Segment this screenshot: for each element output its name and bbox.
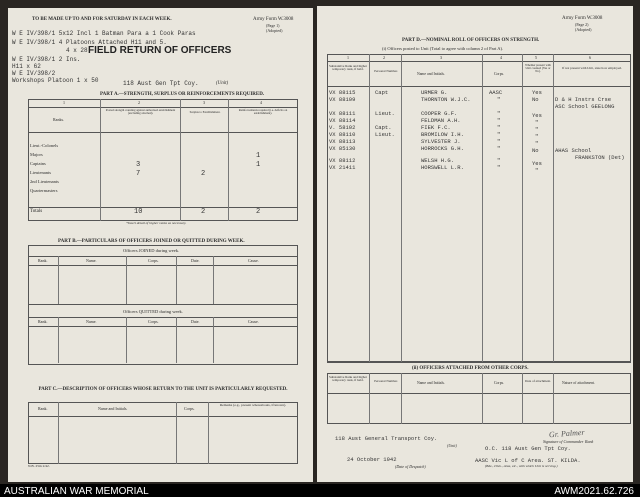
form-page: (Page 1) [266, 23, 280, 28]
typed-workshops: Workshops Platoon 1 x 50 [12, 77, 99, 84]
typed-establishment-1: W E IV/398/1 5x12 Incl 1 Batman Para a 1 Cook Paras [12, 30, 196, 37]
row-1-present: Yes [532, 89, 542, 96]
total-surplus: 2 [201, 208, 206, 216]
rank-captains: Captains [30, 161, 46, 166]
row-5-number: VX 88114 [329, 117, 356, 124]
part-d-head-name: Name and Initials. [417, 72, 445, 76]
typed-establishment-5: W E IV/398/2 [12, 70, 56, 77]
archive-name: AUSTRALIAN WAR MEMORIAL [4, 486, 149, 497]
rank-line: O.C. 118 Aust Gen Tpt Coy. [485, 445, 571, 452]
part-c-col-name: Name and Initials. [98, 406, 128, 411]
archive-caption-bar [0, 484, 640, 497]
joined-col-rank: Rank. [38, 258, 48, 263]
row-10-employ: FRANKSTON (Det) [575, 154, 625, 161]
row-12-number: VX 21411 [329, 164, 356, 171]
part-b-table [28, 245, 298, 365]
signature-label: Signature of Commander [543, 439, 584, 444]
part-a-table [28, 99, 298, 221]
typed-establishment-4: H11 x 62 [12, 63, 41, 70]
part-b-heading: PART B.—PARTICULARS OF OFFICERS JOINED OR QUITTED DURING WEEK. [58, 239, 245, 244]
part-a-head-posted: Posted strength counting against authorised establishment (excluding attached). [105, 108, 176, 115]
joined-col-cause: Cause. [248, 258, 259, 263]
row-2-employ: D & H Instrs Crse [555, 96, 612, 103]
part-d-col-6: 6 [589, 55, 591, 60]
area-line-label: (Bde., Divn., Area, etc., with which Unit is serving.) [485, 464, 558, 468]
row-5-name: FELDMAN A.H. [421, 117, 461, 124]
part-c-col-corps: Corps. [184, 406, 195, 411]
part-d-col-1: 1 [347, 55, 349, 60]
attached-head-rank: Substantive Rank and higher temporary rank, if held. [329, 375, 367, 383]
joined-col-corps: Corps. [148, 258, 159, 263]
row-7-corps: " [497, 131, 501, 138]
row-6-name: FIEK F.C. [421, 124, 451, 131]
part-d-head-present: Whether present with Unit counted (Yes or No). [525, 63, 551, 73]
attached-head-corps: Corps. [494, 381, 505, 385]
part-a-head-reinforcements: Reinforcements required (i.e. deficits on establishment). [238, 108, 288, 115]
rank-majors: Majors [30, 152, 43, 157]
part-a-head-ranks: Ranks. [53, 117, 64, 122]
row-12-name: HORSWELL L.R. [421, 164, 464, 171]
row-11-present: Yes [532, 160, 542, 167]
form-number-2: Army Form W.3008 [562, 16, 603, 21]
row-2-name: THORNTON W.J.C. [421, 96, 471, 103]
row-6-corps: " [497, 124, 501, 131]
row-8-present: " [535, 140, 539, 147]
joined-title: Officers JOINED during week. [123, 248, 180, 253]
typed-unit: 118 Aust Gen Tpt Coy. [123, 80, 199, 87]
quitted-col-cause: Cause. [248, 319, 259, 324]
part-d-subheading: (i) Officers posted to Unit (Total to agree with column 2 of Part A). [382, 46, 504, 51]
row-1-name: URMER G. [421, 89, 448, 96]
row-2-present: No [532, 96, 539, 103]
form-adopted: (Adopted) [266, 28, 283, 33]
part-d-head-corps: Corps. [494, 72, 505, 76]
row-11-name: WELSH H.G. [421, 157, 455, 164]
row-9-employ: AHAS School [555, 147, 592, 154]
attached-head-date: Date of attachment. [525, 379, 551, 383]
row-5-present: " [535, 119, 539, 126]
part-c-heading: PART C.—DESCRIPTION OF OFFICERS WHOSE RETURN TO THE UNIT IS PARTICULARLY REQUESTED. [38, 387, 288, 392]
row-4-number: VX 88111 [329, 110, 356, 117]
quitted-title: Officers QUITTED during week. [123, 309, 183, 314]
part-a-col-2: 2 [138, 100, 140, 105]
row-1-rank: Capt [375, 89, 389, 96]
form-page-1 [8, 8, 313, 482]
rank-quartermasters: Quartermasters [30, 188, 58, 193]
row-2-number: VX 88109 [329, 96, 356, 103]
archive-accession: AWM2021.62.726 [554, 486, 634, 497]
posted-captains: 3 [136, 161, 141, 169]
row-5-corps: " [497, 117, 501, 124]
unit-line: 118 Aust General Transport Coy. [335, 435, 438, 442]
row-8-corps: " [497, 138, 501, 145]
part-d-col-3: 3 [440, 55, 442, 60]
part-c-col-remarks: Remarks (e.g., present whereabouts, if known). [219, 403, 287, 407]
quitted-col-rank: Rank. [38, 319, 48, 324]
total-reinforcements: 2 [256, 208, 261, 216]
row-8-number: VX 88113 [329, 138, 356, 145]
area-line: AASC Vic L of C Area. ST. KILDA. [475, 457, 581, 464]
row-6-number: V. 58102 [329, 124, 356, 131]
row-7-present: " [535, 133, 539, 140]
part-d-col-4: 4 [500, 55, 502, 60]
part-a-col-1: 1 [63, 100, 65, 105]
row-4-present: Yes [532, 112, 542, 119]
part-d-head-number: Personal Number. [374, 69, 398, 73]
row-11-corps: " [497, 157, 501, 164]
quitted-col-name: Name. [86, 319, 97, 324]
part-a-col-4: 4 [260, 100, 262, 105]
part-d-col-2: 2 [383, 55, 385, 60]
surplus-lieutenants: 2 [201, 170, 206, 178]
row-11-number: VX 88112 [329, 157, 356, 164]
row-4-corps: " [497, 110, 501, 117]
row-4-rank: Lieut. [375, 110, 395, 117]
part-c-col-rank: Rank. [38, 406, 48, 411]
row-3-employ: ASC School GEELONG [555, 103, 615, 110]
rank-label: Rank [585, 439, 594, 444]
part-c-table [28, 402, 298, 464]
reinf-captains: 1 [256, 161, 261, 169]
part-a-head-surplus: Surplus to Establishment. [189, 110, 221, 114]
part-a-footnote: *Insert detail of higher ranks as necessary. [126, 221, 187, 225]
form-page-2 [317, 6, 633, 482]
quitted-col-date: Date. [191, 319, 200, 324]
row-12-corps: " [497, 164, 501, 171]
despatch-date: 24 October 1942 [347, 456, 397, 463]
quitted-col-corps: Corps. [148, 319, 159, 324]
part-d-col-5: 5 [535, 55, 537, 60]
part-d-head-employed: If not present with Unit, state how employed. [562, 66, 622, 70]
part-a-heading: PART A.—STRENGTH, SURPLUS OR REINFORCEMENTS REQUIRED. [100, 92, 265, 97]
row-2-corps: " [497, 96, 501, 103]
row-4-name: COOPER G.F. [421, 110, 458, 117]
typed-establishment-3: W E IV/398/1 2 Ins. [12, 56, 81, 63]
part-a-col-3: 3 [203, 100, 205, 105]
row-7-rank: Lieut. [375, 131, 395, 138]
printer-note: N.B. 25m 2/42. [28, 464, 50, 468]
posted-lieutenants: 7 [136, 170, 141, 178]
joined-col-name: Name. [86, 258, 97, 263]
rank-lieutenants: Lieutenants [30, 170, 51, 175]
attached-head-number: Personal Number. [374, 379, 398, 383]
unit-line-label: (Unit) [447, 443, 457, 448]
row-7-number: VX 88110 [329, 131, 356, 138]
row-9-present: No [532, 147, 539, 154]
form-title: FIELD RETURN OF OFFICERS [88, 45, 232, 56]
row-1-corps: AASC [489, 89, 503, 96]
joined-col-date: Date. [191, 258, 200, 263]
attached-head-name: Name and Initials. [417, 381, 445, 385]
rank-2nd-lieutenants: 2nd Lieutenants [30, 179, 59, 184]
row-9-name: HORROCKS G.H. [421, 145, 464, 152]
rank-lt-col: Lieut.-Colonels [30, 143, 59, 148]
row-8-name: SYLVESTER J. [421, 138, 461, 145]
signature: Gr. Palmer [548, 427, 585, 440]
typed-establishment-2: W E IV/398/1 4 Platoons Attached H11 and 5. [12, 39, 167, 46]
unit-label: (Unit) [216, 81, 229, 86]
part-d-heading: PART D.—NOMINAL ROLL OF OFFICERS ON STRENGTH. [402, 38, 540, 43]
part-d-head-rank: Substantive Rank and higher temporary rank, if held. [329, 64, 367, 72]
row-9-corps: " [497, 145, 501, 152]
row-7-name: BROMILOW I.H. [421, 131, 464, 138]
form-adopted-2: (Adopted) [575, 27, 592, 32]
row-12-present: " [535, 167, 539, 174]
attached-head-nature: Nature of attachment. [562, 381, 595, 385]
row-1-number: VX 88115 [329, 89, 356, 96]
total-posted: 10 [134, 208, 143, 216]
row-9-number: VX 85130 [329, 145, 356, 152]
top-note: TO BE MADE UP TO AND FOR SATURDAY IN EACH WEEK. [32, 17, 172, 22]
form-page-2-label: (Page 2) [575, 22, 589, 27]
despatch-date-label: (Date of Despatch) [395, 464, 426, 469]
typed-4x28: 4 x 28 [66, 47, 88, 54]
form-number: Army Form W.3008 [253, 17, 294, 22]
attached-heading: (ii) OFFICERS ATTACHED FROM OTHER CORPS. [412, 366, 529, 371]
row-6-rank: Capt. [375, 124, 392, 131]
reinf-majors: 1 [256, 152, 261, 160]
totals-label: Totals [30, 209, 43, 214]
row-6-present: " [535, 126, 539, 133]
